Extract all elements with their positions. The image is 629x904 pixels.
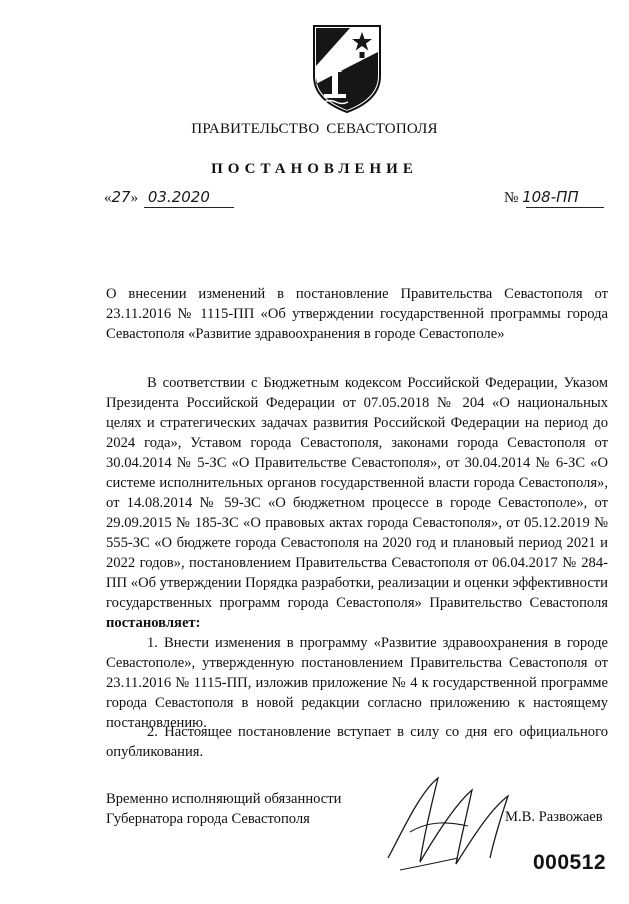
- date-open-quote: «: [104, 190, 112, 206]
- item-1: 1. Внести изменения в программу «Развитие здравоохранения в городе Севастополе», утвержденную постановлением Правительства Севастополя от 23.11.2016 № 1115-ПП, изложив приложение № 4 к государственной программе города Севастополя в новой редакции согласно приложению к настоящему постановлению.: [106, 635, 608, 731]
- document-date: [104, 188, 264, 210]
- document-subject: О внесении изменений в постановление Правительства Севастополя от 23.11.2016 № 1115-ПП «Об утверждении государственной программы города Севастополя «Развитие здравоохранения в городе Севастополе»: [106, 286, 608, 342]
- date-close-quote: »: [130, 190, 139, 206]
- sevastopol-coat-of-arms-icon: [310, 22, 384, 114]
- number-value: 108-ПП: [522, 188, 579, 206]
- date-underline: [144, 207, 234, 208]
- number-underline: [526, 207, 604, 208]
- preamble-text: В соответствии с Бюджетным кодексом Российской Федерации, Указом Президента Российской Федерации от 07.05.2018 № 204 «О национальных целях и стратегических задачах развития Российской Федерации на период до 2024 года», Уставом города Севастополя, законами города Севастополя от 30.04.2014 № 5-ЗС «О Правительстве Севастополя», от 30.04.2014 № 6-ЗС «О системе исполнительных органов государственной власти города Севастополя», от 14.08.2014 № 59-ЗС «О бюджетном процессе в городе Севастополе», от 29.09.2015 № 185-ЗС «О правовых актах города Севастополя», от 05.12.2019 № 555-ЗС «О бюджете города Севастополя на 2020 год и плановый период 2021 и 2022 годов», постановлением Правительства Севастополя от 06.04.2017 № 284-ПП «Об утверждении Порядка разработки, реализации и оценки эффективности государственных программ города Севастополя» Правительство Севастополя: [106, 375, 608, 611]
- signatory-position-line2: Губернатора города Севастополя: [106, 811, 310, 827]
- signatory-position: [106, 789, 341, 829]
- serial-number: 000512: [533, 851, 607, 874]
- document-number: [504, 188, 614, 210]
- signatory-position-line1: Временно исполняющий обязанности: [106, 791, 342, 807]
- number-sign: №: [504, 190, 519, 206]
- date-month-year: 03.2020: [147, 188, 210, 206]
- item-2: 2. Настоящее постановление вступает в силу со дня его официального опубликования.: [106, 724, 608, 760]
- document-type-title: ПОСТАНОВЛЕНИЕ: [211, 161, 418, 177]
- government-name: ПРАВИТЕЛЬСТВО СЕВАСТОПОЛЯ: [191, 121, 438, 137]
- date-day: 27: [111, 188, 131, 206]
- signatory-name: М.В. Развожаев: [505, 809, 603, 825]
- preamble-paragraph: [106, 373, 608, 633]
- decree-word: постановляет:: [106, 615, 201, 631]
